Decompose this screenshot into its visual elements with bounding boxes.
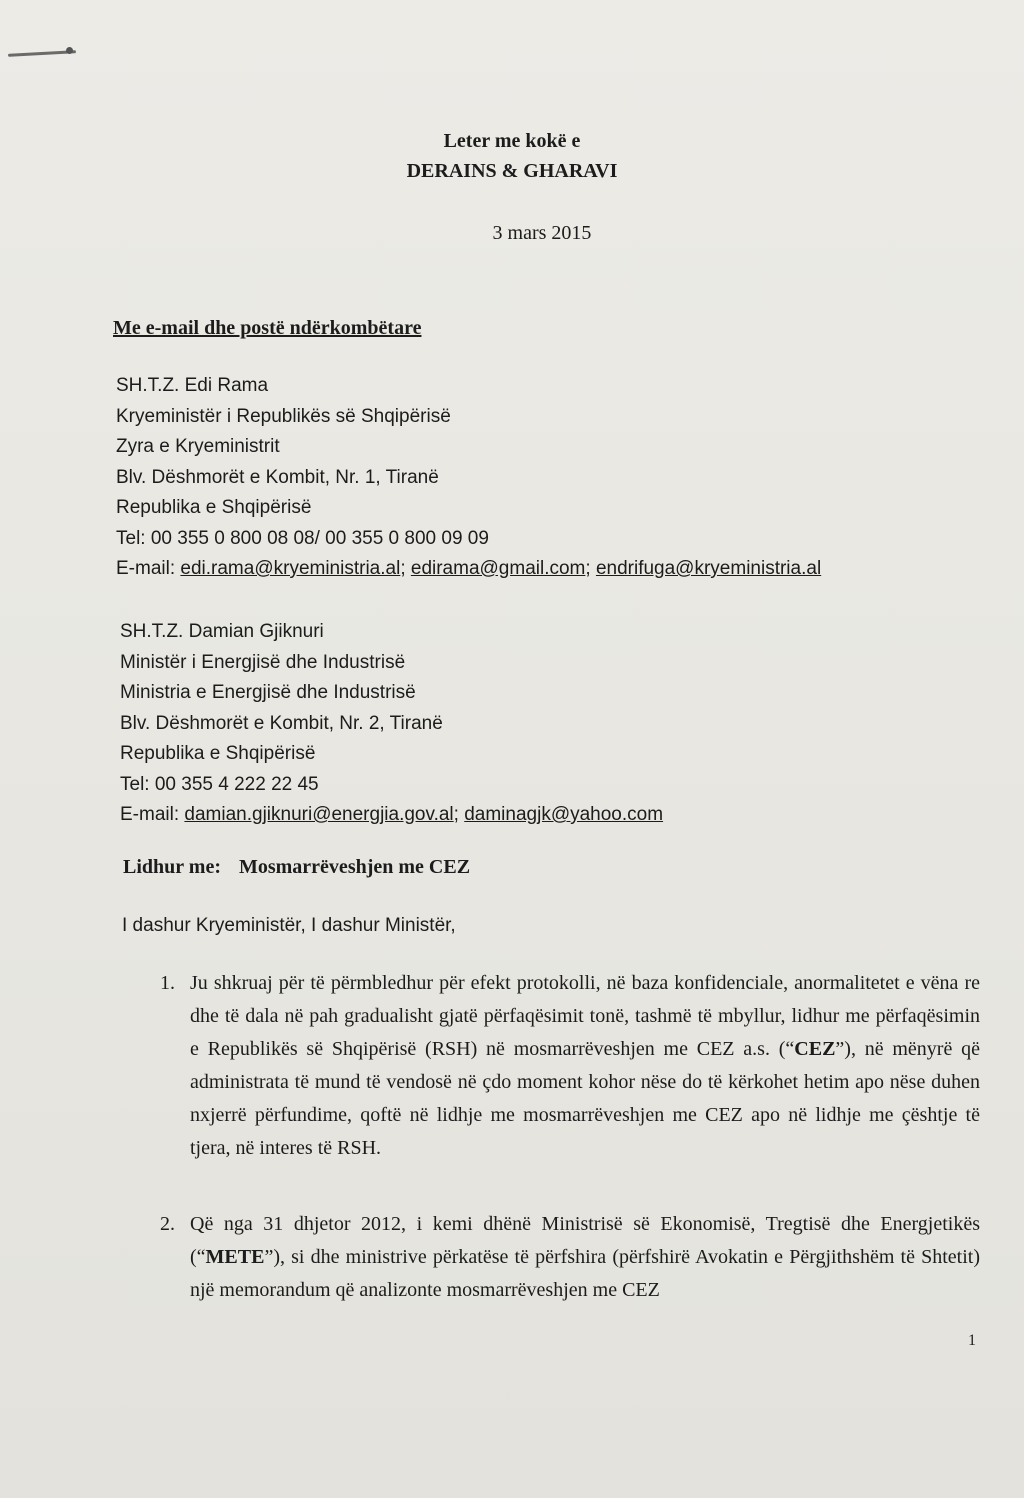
email-link[interactable]: daminagjk@yahoo.com — [464, 804, 664, 825]
recipient-email-line — [120, 800, 663, 831]
paragraph-text — [190, 1208, 980, 1307]
paragraph-text-part: ”), në mënyrë që administrata të mund të vendosë në çdo moment kohor nëse do të kërkohet hetim apo nëse duhen nxjerrë përfundime, qoftë në lidhje me mosmarrëveshjen me CEZ apo në lidhje me çështje të tjera, në interes të RSH. — [190, 1038, 980, 1159]
email-separator: ; — [585, 558, 596, 579]
recipient-name: SH.T.Z. Edi Rama — [116, 375, 269, 396]
paragraph-text-part: ”), si dhe ministrive përkatëse të përfshira (përfshirë Avokatin e Përgjithshëm të Shtetit) një memorandum që analizonte mosmarrëveshjen me CEZ — [190, 1246, 980, 1301]
staple-head — [66, 47, 73, 54]
recipient-block-2 — [120, 617, 663, 831]
paragraph-text-part: Ju shkruaj për të përmbledhur për efekt protokolli, në baza konfidenciale, anormalitetet e vëna re dhe të dala në pah gradualisht gjatë përfaqësimit tonë, tashmë të mbyllur, lidhur me përfaqësimin e Republikës së Shqipërisë (RSH) në mosmarrëveshjen me CEZ a.s. (“ — [190, 972, 980, 1060]
recipient-block-1 — [116, 371, 821, 585]
page-number: 1 — [968, 1332, 976, 1349]
email-separator: ; — [400, 558, 411, 579]
firm-name: DERAINS & GHARAVI — [406, 160, 618, 182]
recipient-office: Ministria e Energjisë dhe Industrisë — [120, 682, 416, 703]
email-link[interactable]: edi.rama@kryeministria.al — [180, 558, 401, 579]
email-label: E-mail: — [116, 558, 181, 579]
paragraph-2 — [160, 1208, 980, 1307]
recipient-address: Blv. Dëshmorët e Kombit, Nr. 2, Tiranë — [120, 712, 443, 734]
paragraph-1 — [160, 967, 980, 1165]
email-link[interactable]: endrifuga@kryeministria.al — [595, 558, 822, 579]
subject-label: Lidhur me: — [123, 856, 221, 878]
paragraph-text — [190, 967, 980, 1165]
recipient-email-line — [116, 554, 821, 585]
subject-value: Mosmarrëveshjen me CEZ — [238, 856, 471, 878]
email-label: E-mail: — [120, 804, 185, 825]
salutation: I dashur Kryeministër, I dashur Ministër, — [122, 915, 456, 936]
recipient-phone: Tel: 00 355 4 222 22 45 — [120, 773, 319, 795]
defined-term: METE — [205, 1246, 265, 1268]
paragraph-number: 2. — [160, 1213, 175, 1235]
paragraph-number: 1. — [160, 972, 175, 994]
recipient-country: Republika e Shqipërisë — [116, 497, 312, 518]
defined-term: CEZ — [794, 1038, 836, 1060]
email-separator: ; — [453, 804, 465, 825]
recipient-address: Blv. Dëshmorët e Kombit, Nr. 1, Tiranë — [116, 466, 439, 488]
recipient-office: Zyra e Kryeministrit — [116, 436, 280, 457]
recipient-title: Kryeministër i Republikës së Shqipërisë — [116, 405, 451, 427]
letterhead-line: Leter me kokë e — [443, 130, 581, 152]
paragraph-text-part: Që nga 31 dhjetor 2012, i kemi dhënë Ministrisë së Ekonomisë, Tregtisë dhe Energjetikës (“ — [190, 1213, 980, 1268]
delivery-method: Me e-mail dhe postë ndërkombëtare — [113, 317, 422, 339]
recipient-country: Republika e Shqipërisë — [120, 743, 316, 764]
recipient-name: SH.T.Z. Damian Gjiknuri — [120, 621, 324, 642]
recipient-title: Ministër i Energjisë dhe Industrisë — [120, 651, 406, 673]
email-link[interactable]: edirama@gmail.com — [410, 558, 586, 579]
recipient-phone: Tel: 00 355 0 800 08 08/ 00 355 0 800 09 09 — [116, 527, 489, 549]
letter-date: 3 mars 2015 — [492, 222, 592, 244]
email-link[interactable]: damian.gjiknuri@energjia.gov.al — [184, 804, 454, 825]
subject-line — [123, 856, 470, 879]
